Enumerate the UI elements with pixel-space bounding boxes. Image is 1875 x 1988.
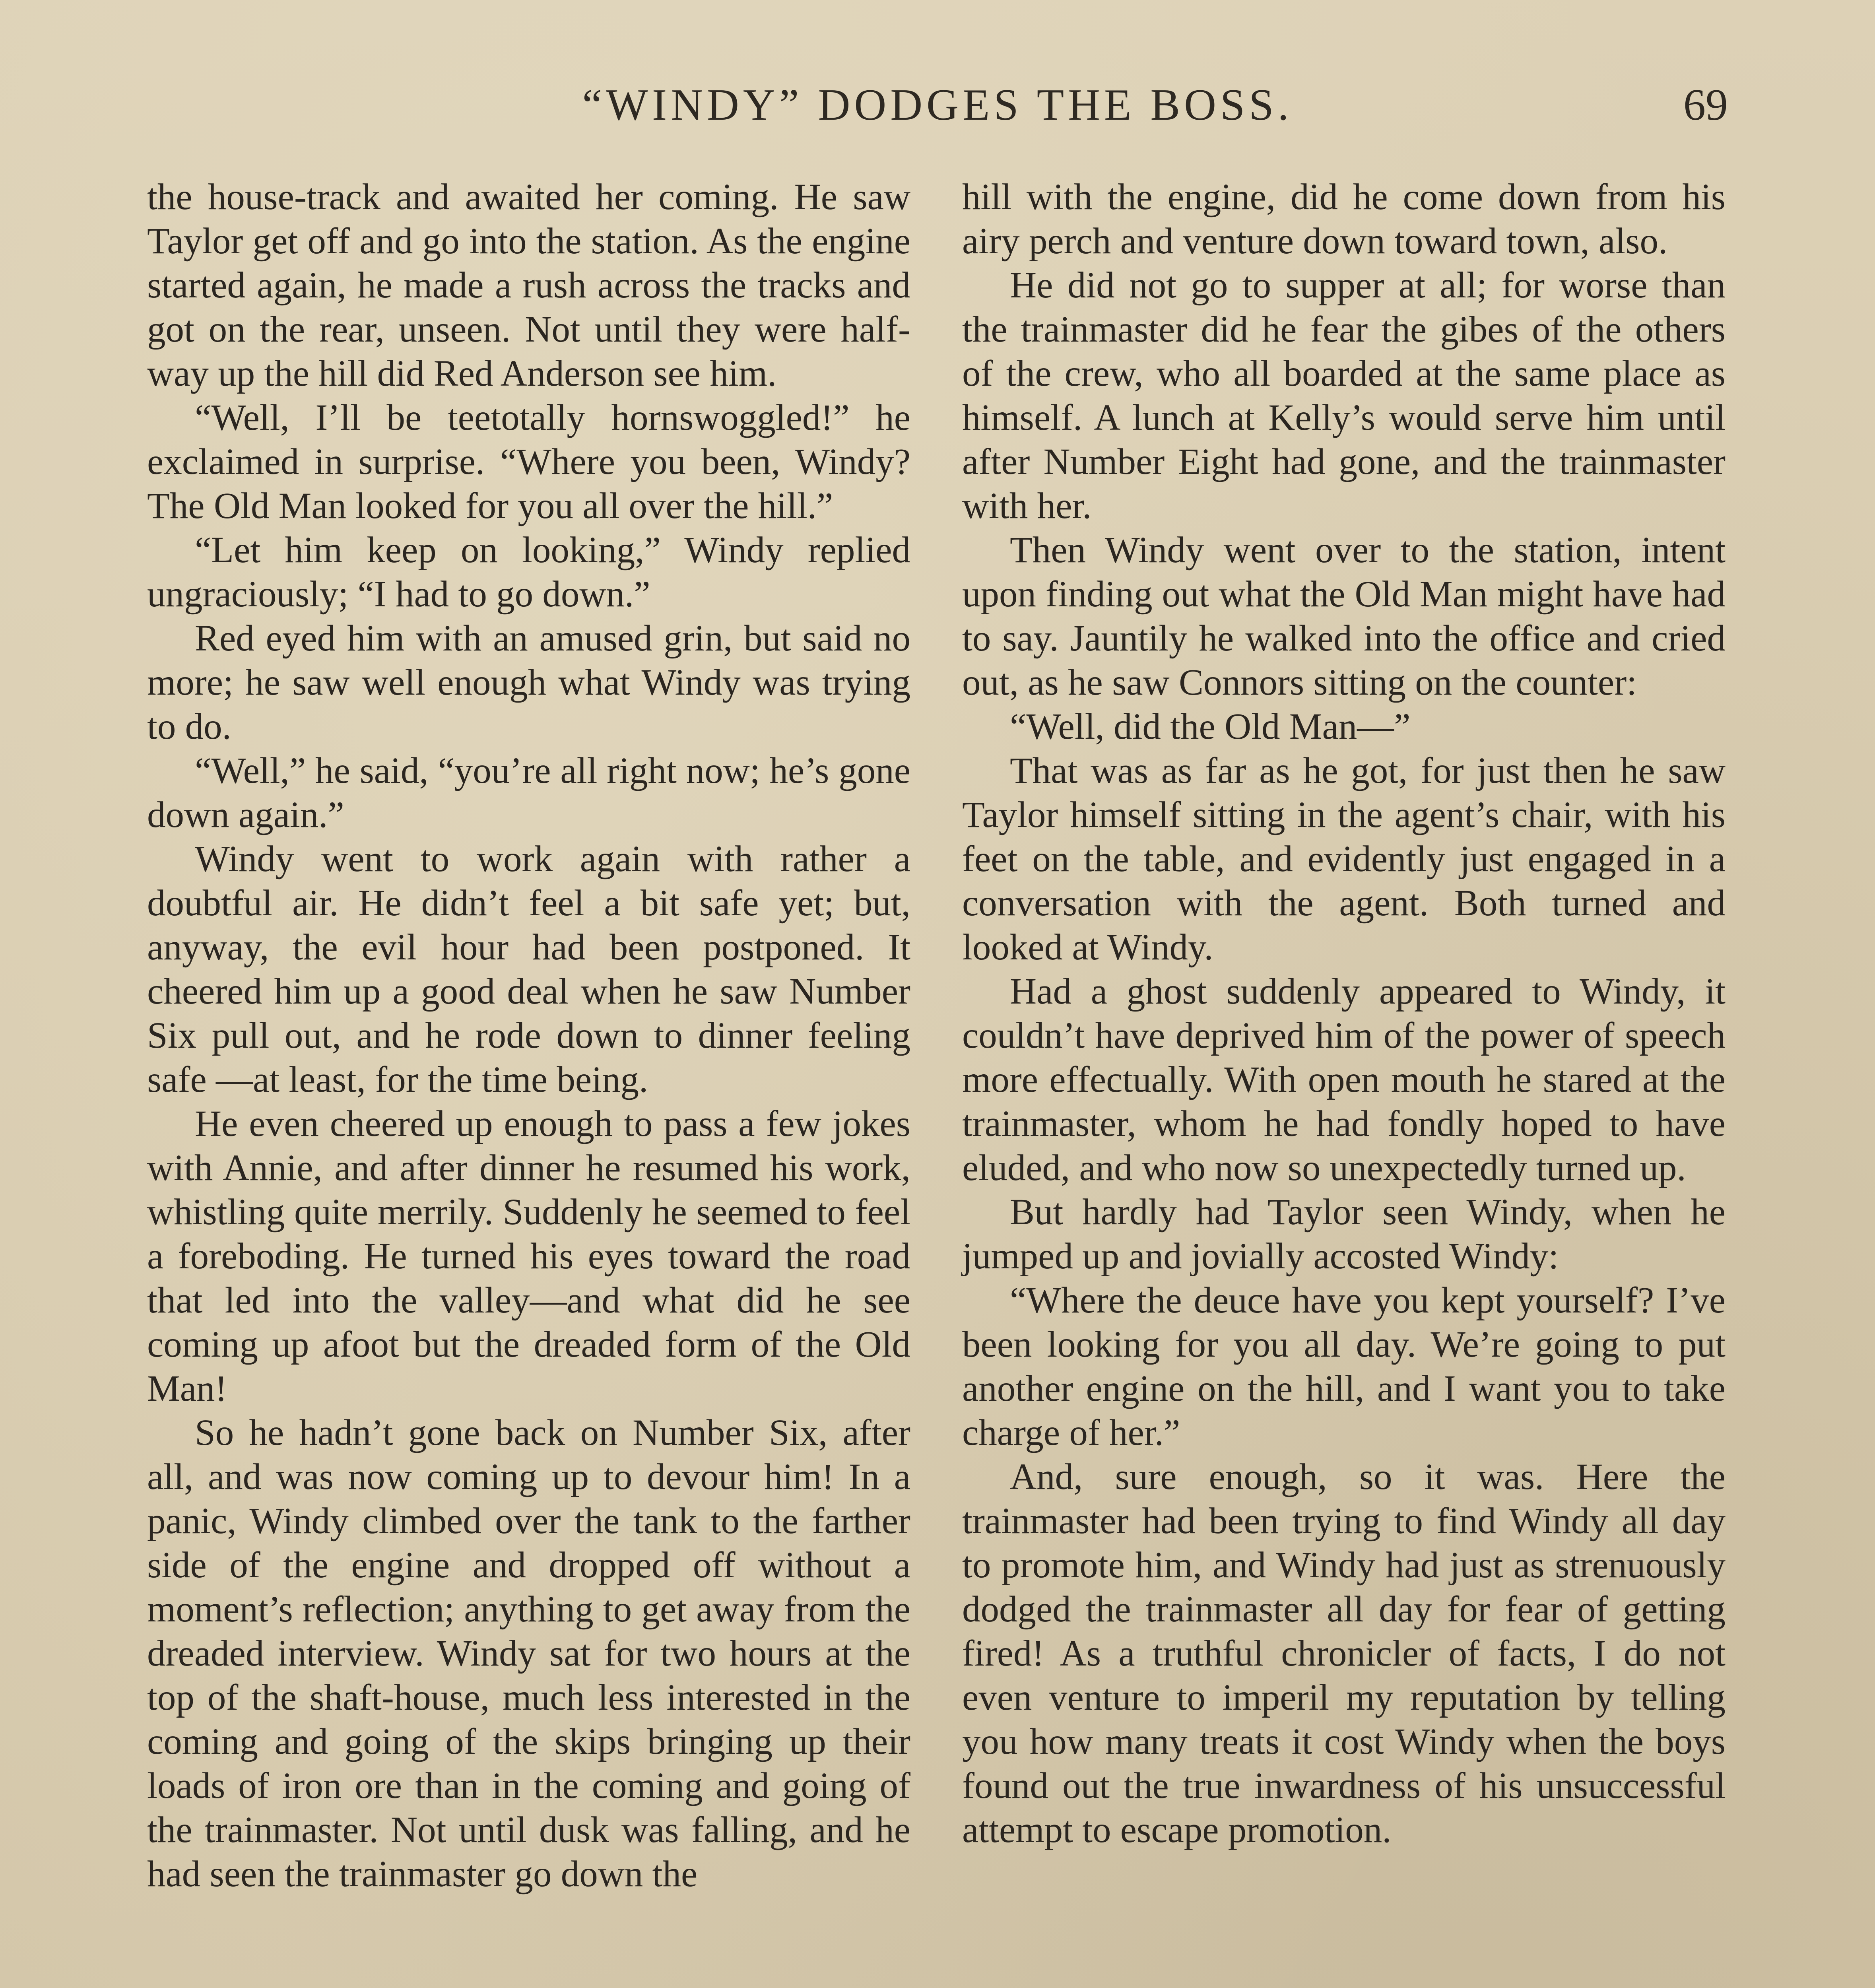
paragraph: the house-track and awaited her coming. He saw Taylor get off and go into the station. As the engine started again, he made a rush across the tracks and got on the rear, unseen. Not until they were half-way up the hill did Red Anderson see him. [147,177,910,394]
paragraph: He did not go to supper at all; for worse than the trainmaster did he fear the gibes of the others of the crew, who all boarded at the same place as himself. A lunch at Kelly’s would serve him until after Number Eight had gone, and the trainmaster with her. [962,265,1726,526]
paragraph: “Let him keep on looking,” Windy replied ungraciously; “I had to go down.” [147,530,910,615]
paragraph: That was as far as he got, for just then he saw Taylor himself sitting in the agent’s chair, with his feet on the table, and evidently just engaged in a conversation with the agent. Both turned and looked at Windy. [962,750,1726,968]
paragraph: He even cheered up enough to pass a few jokes with Annie, and after dinner he resumed his work, whistling quite merrily. Suddenly he seemed to feel a foreboding. He turned his eyes toward the road that led into the valley—and what did he see coming up afoot but the dreaded form of the Old Man! [147,1103,910,1409]
running-head: “WINDY” DODGES THE BOSS. [582,80,1293,130]
paragraph: “Well, I’ll be teetotally hornswoggled!” he exclaimed in surprise. “Where you been, Windy? The Old Man looked for you all over the hill.” [147,397,910,526]
paragraph: Windy went to work again with rather a doubtful air. He didn’t feel a bit safe yet; but, anyway, the evil hour had been postponed. It cheered him up a good deal when he saw Number Six pull out, and he rode down to dinner feeling safe —at least, for the time being. [147,839,910,1100]
paragraph: “Where the deuce have you kept yourself? I’ve been looking for you all day. We’re going to put another engine on the hill, and I want you to take charge of her.” [962,1280,1726,1453]
paragraph: But hardly had Taylor seen Windy, when he jumped up and jovially accosted Windy: [962,1192,1726,1277]
right-column [962,175,1726,1852]
page-header [0,80,1875,159]
paragraph: And, sure enough, so it was. Here the trainmaster had been trying to find Windy all day to promote him, and Windy had just as strenuously dodged the trainmaster all day for fear of getting fired! As a truthful chronicler of facts, I do not even venture to imperil my reputation by telling you how many treats it cost Windy when the boys found out the true inwardness of his unsuccessful attempt to escape promotion. [962,1456,1726,1850]
paragraph: Then Windy went over to the station, intent upon finding out what the Old Man might have had to say. Jauntily he walked into the office and cried out, as he saw Connors sitting on the counter: [962,530,1726,703]
paragraph: hill with the engine, did he come down from his airy perch and venture down toward town, also. [962,177,1726,262]
page-number: 69 [1683,80,1728,130]
paragraph: “Well,” he said, “you’re all right now; he’s gone down again.” [147,750,910,835]
paragraph: Red eyed him with an amused grin, but said no more; he saw well enough what Windy was trying to do. [147,618,910,747]
left-column [147,175,910,1896]
paragraph: “Well, did the Old Man—” [1010,706,1411,747]
paragraph: Had a ghost suddenly appeared to Windy, it couldn’t have deprived him of the power of speech more effectually. With open mouth he stared at the trainmaster, whom he had fondly hoped to have eluded, and who now so unexpectedly turned up. [962,971,1726,1188]
paragraph: So he hadn’t gone back on Number Six, after all, and was now coming up to devour him! In a panic, Windy climbed over the tank to the farther side of the engine and dropped off without a moment’s reflection; anything to get away from the dreaded interview. Windy sat for two hours at the top of the shaft-house, much less interested in the coming and going of the skips bringing up their loads of iron ore than in the coming and going of the trainmaster. Not until dusk was falling, and he had seen the trainmaster go down the [147,1412,910,1895]
